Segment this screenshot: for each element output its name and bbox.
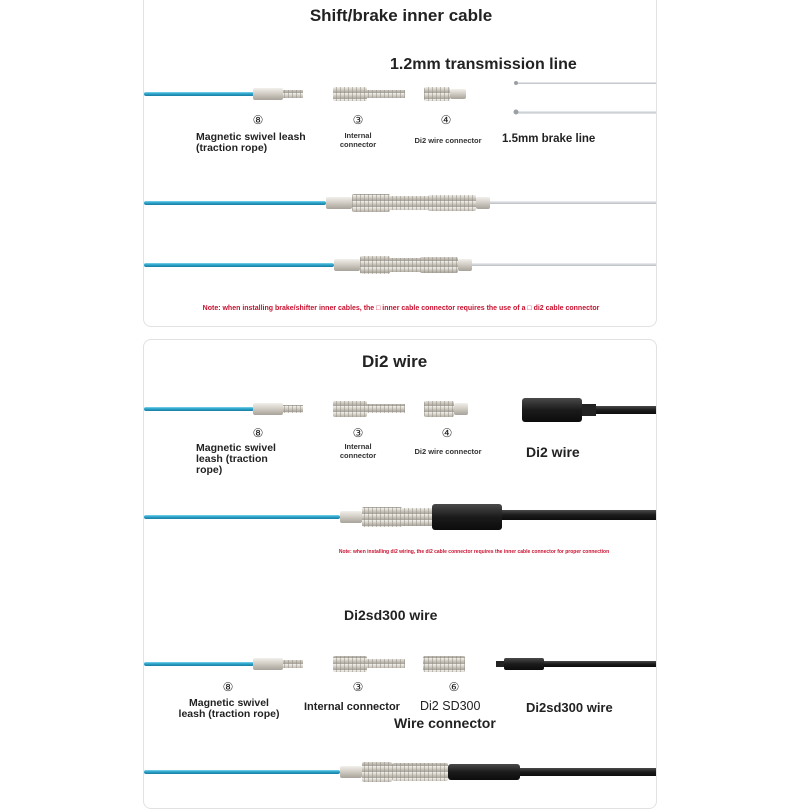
- part-number: ③: [352, 680, 364, 694]
- part-label-internal-connector: Internal connector: [339, 442, 377, 460]
- part-number: ⑥: [448, 680, 460, 694]
- installation-note: Note: when installing brake/shifter inner cables, the □ inner cable connector requires the use of a □ di2 cable connector: [202, 305, 600, 312]
- part-label-traction-rope: Magnetic swivel leash (traction rope): [178, 697, 280, 720]
- section-title-di2: Di2 wire: [362, 352, 428, 371]
- sd300-wire-label: Di2sd300 wire: [526, 700, 613, 715]
- assembled-cable-row-1: [144, 194, 657, 212]
- part-number: ④: [441, 426, 453, 440]
- assembled-cable-row-2: [144, 256, 657, 274]
- part-number: ⑧: [222, 680, 234, 694]
- internal-connector-part: [333, 87, 405, 101]
- shift-brake-illustration: [144, 0, 657, 327]
- traction-rope-part: [144, 88, 303, 100]
- di2-illustration: [144, 340, 657, 809]
- shift-brake-cable-panel: [143, 0, 657, 327]
- assembled-sd300-row: [144, 762, 657, 782]
- transmission-line-part: [514, 81, 656, 85]
- part-label-di2-wire-connector: Di2 wire connector: [414, 136, 482, 145]
- part-label-traction-rope: Magnetic swivel leash (traction rope): [196, 131, 306, 154]
- installation-note: Note: when installing di2 wiring, the di2 cable connector requires the inner cable connector for proper connection: [338, 549, 610, 555]
- internal-connector-part: [333, 656, 405, 672]
- part-number: ⑧: [252, 113, 264, 127]
- part-label-sd300: Di2 SD300: [420, 699, 481, 713]
- di2-wire-part: [522, 398, 657, 422]
- assembled-di2-row: [144, 504, 657, 530]
- di2-wire-connector-part: [424, 87, 466, 101]
- internal-connector-part: [333, 401, 405, 417]
- traction-rope-part: [144, 658, 303, 670]
- di2-wire-label: Di2 wire: [526, 444, 580, 460]
- sd300-wire-part: [496, 658, 657, 670]
- part-label-di2-wire-connector: Di2 wire connector: [414, 447, 482, 456]
- part-number: ⑧: [252, 426, 264, 440]
- part-number: ④: [440, 113, 452, 127]
- sd300-connector-part: [423, 656, 465, 672]
- brake-line-part: [514, 110, 657, 115]
- part-number: ③: [352, 113, 364, 127]
- brake-line-label: 1.5mm brake line: [502, 133, 596, 145]
- part-label-internal-connector: Internal connector: [304, 701, 400, 713]
- di2-wire-panel: [143, 339, 657, 809]
- section-title-sd300: Di2sd300 wire: [344, 607, 438, 623]
- part-number: ③: [352, 426, 364, 440]
- part-label-traction-rope: Magnetic swivel leash (traction rope): [196, 442, 276, 476]
- di2-wire-connector-part: [424, 401, 468, 417]
- traction-rope-part: [144, 403, 303, 415]
- wire-connector-caption: Wire connector: [394, 715, 496, 731]
- section-subtitle: 1.2mm transmission line: [390, 56, 577, 73]
- section-title: Shift/brake inner cable: [309, 6, 493, 25]
- part-label-internal-connector: Internal connector: [339, 131, 377, 149]
